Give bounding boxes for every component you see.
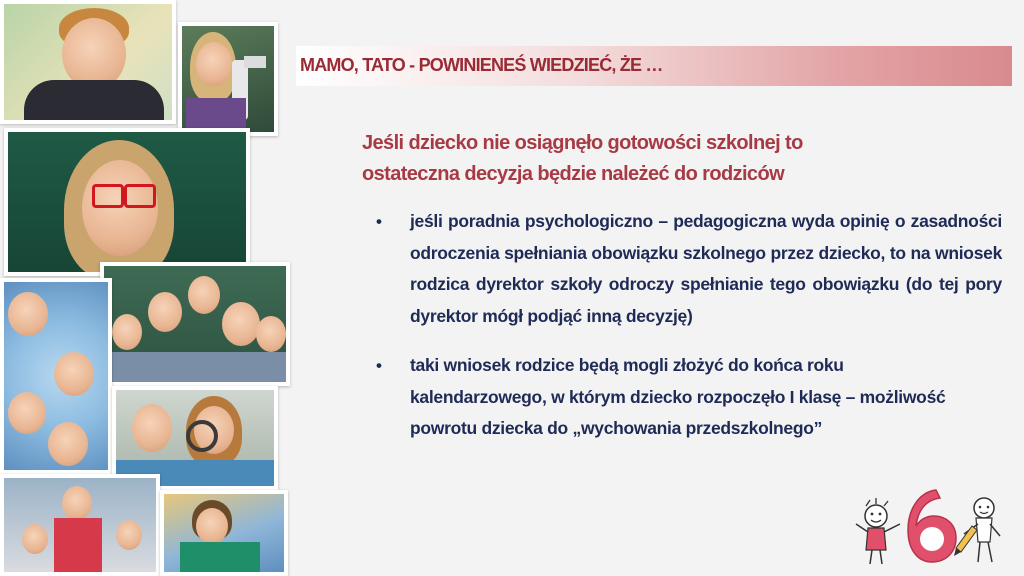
bullet-list — [372, 206, 1002, 445]
bullet-text-1: jeśli poradnia psychologiczno – pedagogiczna wyda opinię o zasadności odroczenia spełniania obowiązku szkolnego przez dziecko, to na wniosek rodzica dyrektor szkoły odroczy spełnianie tego obowiązku (do tej pory dyrektor mógł podjąć inną decyzję) — [410, 211, 1002, 326]
photo-boy-hands-behind-head — [0, 0, 176, 124]
slide-title: MAMO, TATO - POWINIENEŚ WIEDZIEĆ, ŻE … — [300, 55, 663, 75]
bullet-icon: • — [376, 356, 382, 375]
bullet-item-2 — [372, 350, 1002, 445]
photo-teacher-with-kids — [0, 474, 160, 576]
subtitle-line-2: ostateczna decyzja będzie należeć do rodziców — [362, 163, 785, 185]
bullet-icon: • — [376, 212, 382, 231]
photo-kids-at-chalkboard — [100, 262, 290, 386]
photo-girl-red-glasses — [4, 128, 250, 276]
photo-child-at-globe — [160, 490, 288, 576]
bullet-item-1 — [372, 206, 1002, 332]
logo-six-year-old-school — [850, 478, 1002, 568]
bullet-text-2: taki wniosek rodzice będą mogli złożyć do końca roku kalendarzowego, w którym dziecko rozpoczęło I klasę – możliwość powrotu dziecka do „wychowania przedszkolnego” — [410, 355, 946, 438]
photo-girl-with-microscope — [178, 22, 278, 136]
subtitle-line-1: Jeśli dziecko nie osiągnęło gotowości szkolnej to — [362, 132, 803, 154]
photo-kids-circle-looking-down — [0, 278, 112, 474]
slide-subtitle — [362, 128, 982, 190]
